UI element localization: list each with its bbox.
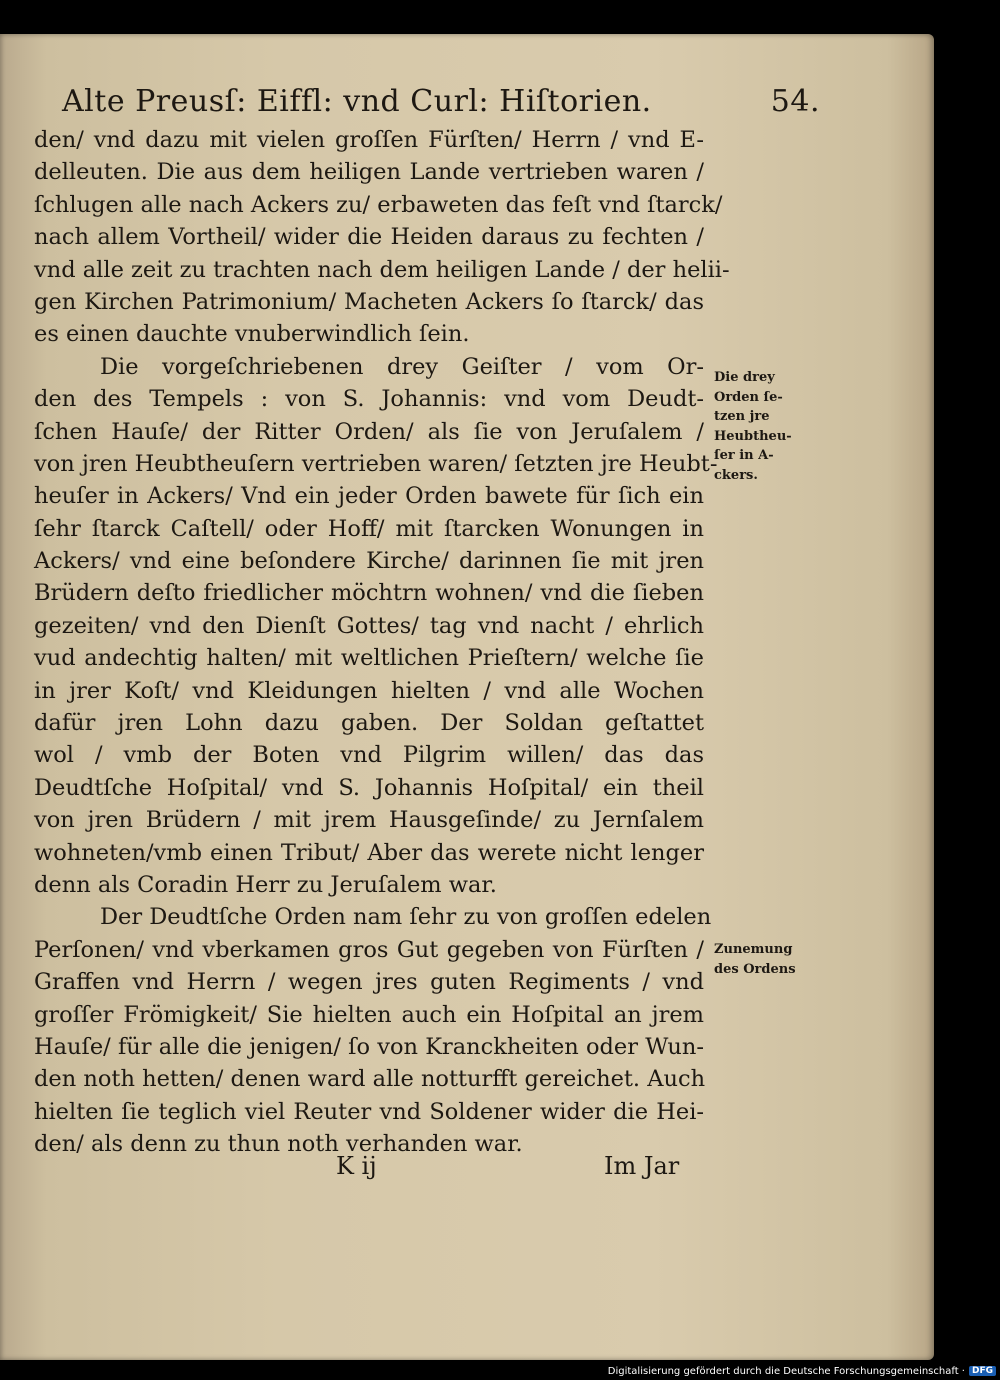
catchword: Im Jar (604, 1152, 680, 1180)
text-line: ſehr ſtarck Caſtell/ oder Hoff/ mit ſtarcken Wonungen in (34, 515, 704, 542)
text-line: Hauſe/ für alle die jenigen/ ſo von Kranckheiten oder Wun- (34, 1033, 704, 1060)
text-line: Brüdern deſto friedlicher möchtrn wohnen/ vnd die ſieben (34, 580, 704, 607)
text-line: in jrer Koſt/ vnd Kleidungen hielten / vnd alle Wochen (34, 677, 704, 704)
text-line: wohneten/vmb einen Tribut/ Aber das werete nicht lenger (34, 839, 704, 866)
text-line: es einen dauchte vnuberwindlich ſein. (34, 321, 470, 348)
margin-note-line: des Ordens (714, 961, 796, 977)
text-line: den/ als denn zu thun noth verhanden war. (34, 1131, 523, 1158)
text-line: den noth hetten/ denen ward alle notturfft gereichet. Auch (34, 1066, 706, 1093)
text-line: Perſonen/ vnd vberkamen gros Gut gegeben von Fürſten / (34, 936, 704, 963)
dfg-logo: DFG (969, 1366, 996, 1376)
text-line: vnd alle zeit zu trachten nach dem heiligen Lande / der helii- (34, 256, 730, 283)
page-number: 54. (770, 84, 820, 119)
text-line: gen Kirchen Patrimonium/ Macheten Ackers ſo ſtarck/ das (34, 288, 704, 315)
credit-text: Digitalisierung gefördert durch die Deutsche Forschungsgemeinschaft · (607, 1365, 965, 1377)
margin-note-line: Heubtheu- (714, 428, 792, 444)
margin-note-orders (714, 368, 824, 485)
text-line: delleuten. Die aus dem heiligen Lande vertrieben waren / (34, 159, 704, 186)
margin-note-line: ckers. (714, 467, 758, 483)
margin-note-line: Zunemung (714, 942, 793, 957)
running-title: Alte Preusſ: Eiffl: vnd Curl: Hiſtorien. (62, 84, 652, 119)
margin-note-line: Orden ſe- (714, 389, 783, 405)
text-line: den des Tempels : von S. Johannis: vnd vom Deudt- (34, 386, 704, 413)
text-line: ſchen Hauſe/ der Ritter Orden/ als ſie von Jeruſalem / (34, 418, 704, 445)
digitization-credit (608, 1364, 996, 1378)
text-line: Graffen vnd Herrn / wegen jres guten Regiments / vnd (34, 969, 704, 996)
text-line: wol / vmb der Boten vnd Pilgrim willen/ das das (34, 742, 704, 769)
body-text (34, 124, 730, 1161)
text-line: nach allem Vortheil/ wider die Heiden daraus zu fechten / (34, 224, 704, 251)
text-line: Ackers/ vnd eine beſondere Kirche/ darinnen ſie mit jren (34, 548, 704, 575)
text-line: Der Deudtſche Orden nam ſehr zu von groſſen edelen (100, 904, 712, 931)
text-line: den/ vnd dazu mit vielen groſſen Fürſten/ Herrn / vnd E- (34, 127, 704, 153)
text-line: dafür jren Lohn dazu gaben. Der Soldan geſtattet (34, 710, 704, 737)
page-footer (0, 1152, 934, 1192)
text-line: heuſer in Ackers/ Vnd ein jeder Orden bawete für ſich ein (34, 483, 704, 510)
text-line: von jren Brüdern / mit jrem Hausgeſinde/ zu Jernſalem (34, 807, 704, 834)
signature-mark: K ij (336, 1152, 377, 1180)
margin-note-line: Die drey (714, 370, 775, 385)
text-line: Die vorgeſchriebenen drey Geiſter / vom Or- (100, 353, 704, 380)
text-line: ſchlugen alle nach Ackers zu/ erbaweten das feſt vnd ſtarck/ (34, 191, 723, 218)
text-line: vud andechtig halten/ mit weltlichen Prieſtern/ welche ſie (34, 645, 704, 672)
text-line: gezeiten/ vnd den Dienſt Gottes/ tag vnd nacht / ehrlich (34, 612, 704, 639)
margin-note-growth (714, 940, 824, 979)
text-line: von jren Heubtheuſern vertrieben waren/ ſetzten jre Heubt- (34, 450, 718, 477)
running-header (62, 84, 822, 124)
text-line: denn als Coradin Herr zu Jeruſalem war. (34, 871, 497, 898)
margin-note-line: tzen jre (714, 409, 770, 424)
text-line: groſſer Frömigkeit/ Sie hielten auch ein Hoſpital an jrem (34, 1001, 704, 1028)
margin-note-line: ſer in A- (714, 448, 774, 463)
text-line: hielten ſie teglich viel Reuter vnd Soldener wider die Hei- (34, 1098, 704, 1125)
text-line: Deudtſche Hoſpital/ vnd S. Johannis Hoſpital/ ein theil (34, 774, 704, 801)
